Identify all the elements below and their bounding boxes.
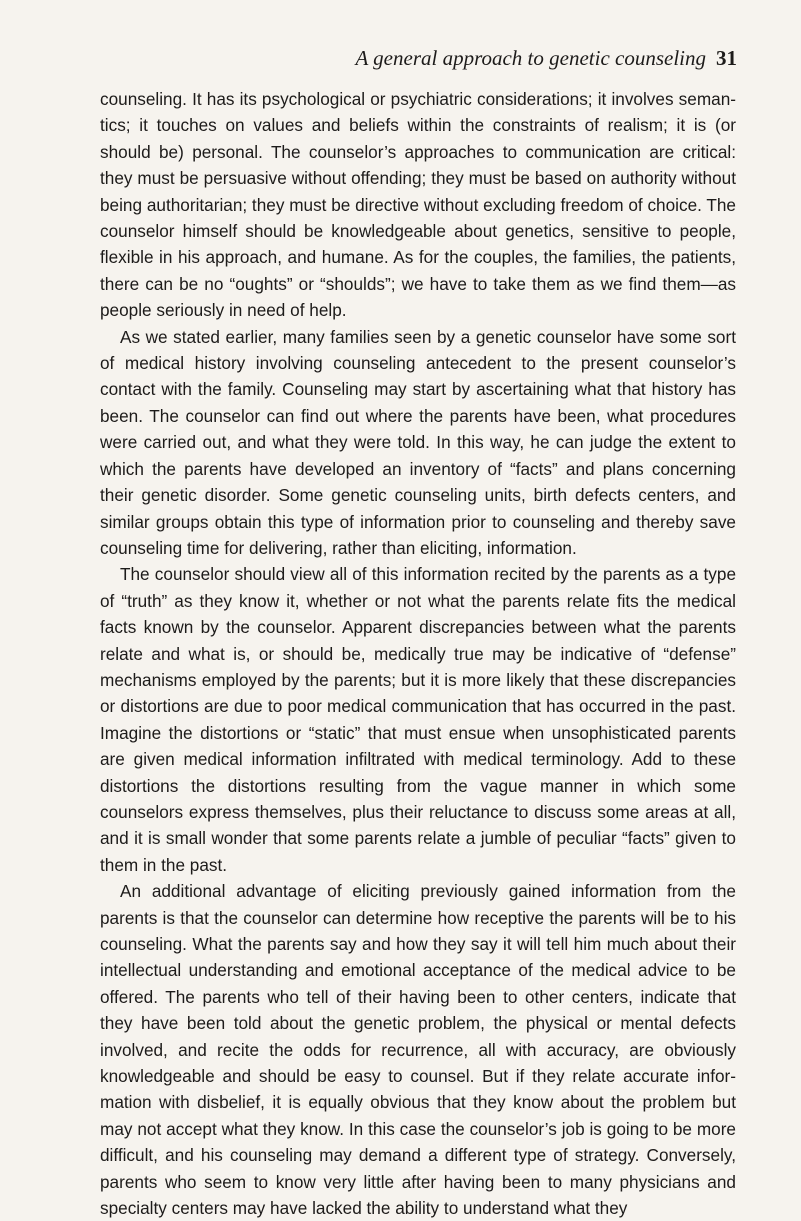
chapter-title: A general approach to genetic counseling [355,46,706,70]
paragraph-3: The counselor should view all of this information recited by the parents as a type of “truth” as they know it, whether or not what the parents relate fits the medical facts known by the counselor. Apparent discrepancies between what the parents relate and what is, or should be, medically true may be indicative of “defense” mechanisms employed by the parents; but it is more likely that these discrepancies or distortions are due to poor medical communication that has occurred in the past. Imagine the distortions or “static” that must ensue when unsophisticated parents are given medical information infiltrated with medical terminology. Add to these distortions the distortions resulting from the vague manner in which some counselors express themselves, plus their reluctance to discuss some areas at all, and it is small wonder that some parents relate a jumble of peculiar “facts” given to them in the past. [100,564,736,875]
body-text [100,86,736,1221]
page-number: 31 [716,46,737,70]
paragraph-2: As we stated earlier, many families seen by a genetic counselor have some sort of medical history involving counseling antecedent to the present counselor’s contact with the family. Counseling may start by ascertaining what that history has been. The counselor can find out where the parents have been, what procedures were carried out, and what they were told. In this way, he can judge the extent to which the parents have developed an inventory of “facts” and plans concerning their genetic disorder. Some genetic counseling units, birth defects centers, and similar groups obtain this type of information prior to counseling and thereby save counseling time for delivering, rather than eliciting, information. [100,326,736,558]
paragraph-4: An additional advantage of eliciting previously gained information from the parents is that the counselor can determine how receptive the parents will be to his counseling. What the parents say and how they say it will tell him much about their intellectual understanding and emotional acceptance of the medical advice to be offered. The parents who tell of their having been to other centers, indicate that they have been told about the genetic problem, the physical or mental defects involved, and recite the odds for recurrence, all with accuracy, are obviously knowledgeable and should be easy to counsel. But if they relate accurate information with disbelief, it is equally obvious that they know about the problem but may not accept what they know. In this case the counselor’s job is going to be more difficult, and his counseling may demand a different type of strategy. Conversely, parents who seem to know very little after having been to many physicians and specialty centers may have lacked the ability to understand what they [100,881,736,1219]
running-header [355,44,737,72]
paragraph-1: counseling. It has its psychological or psychiatric considerations; it involves semantics; it touches on values and beliefs within the constraints of realism; it is (or should be) personal. The counselor’s approaches to communication are critical: they must be persuasive without offending; they must be based on authority without being authoritarian; they must be directive without excluding freedom of choice. The counselor himself should be knowledgeable about genetics, sensitive to people, flexible in his approach, and humane. As for the couples, the families, the patients, there can be no “oughts” or “shoulds”; we have to take them as we find them—as people seriously in need of help. [100,89,736,321]
